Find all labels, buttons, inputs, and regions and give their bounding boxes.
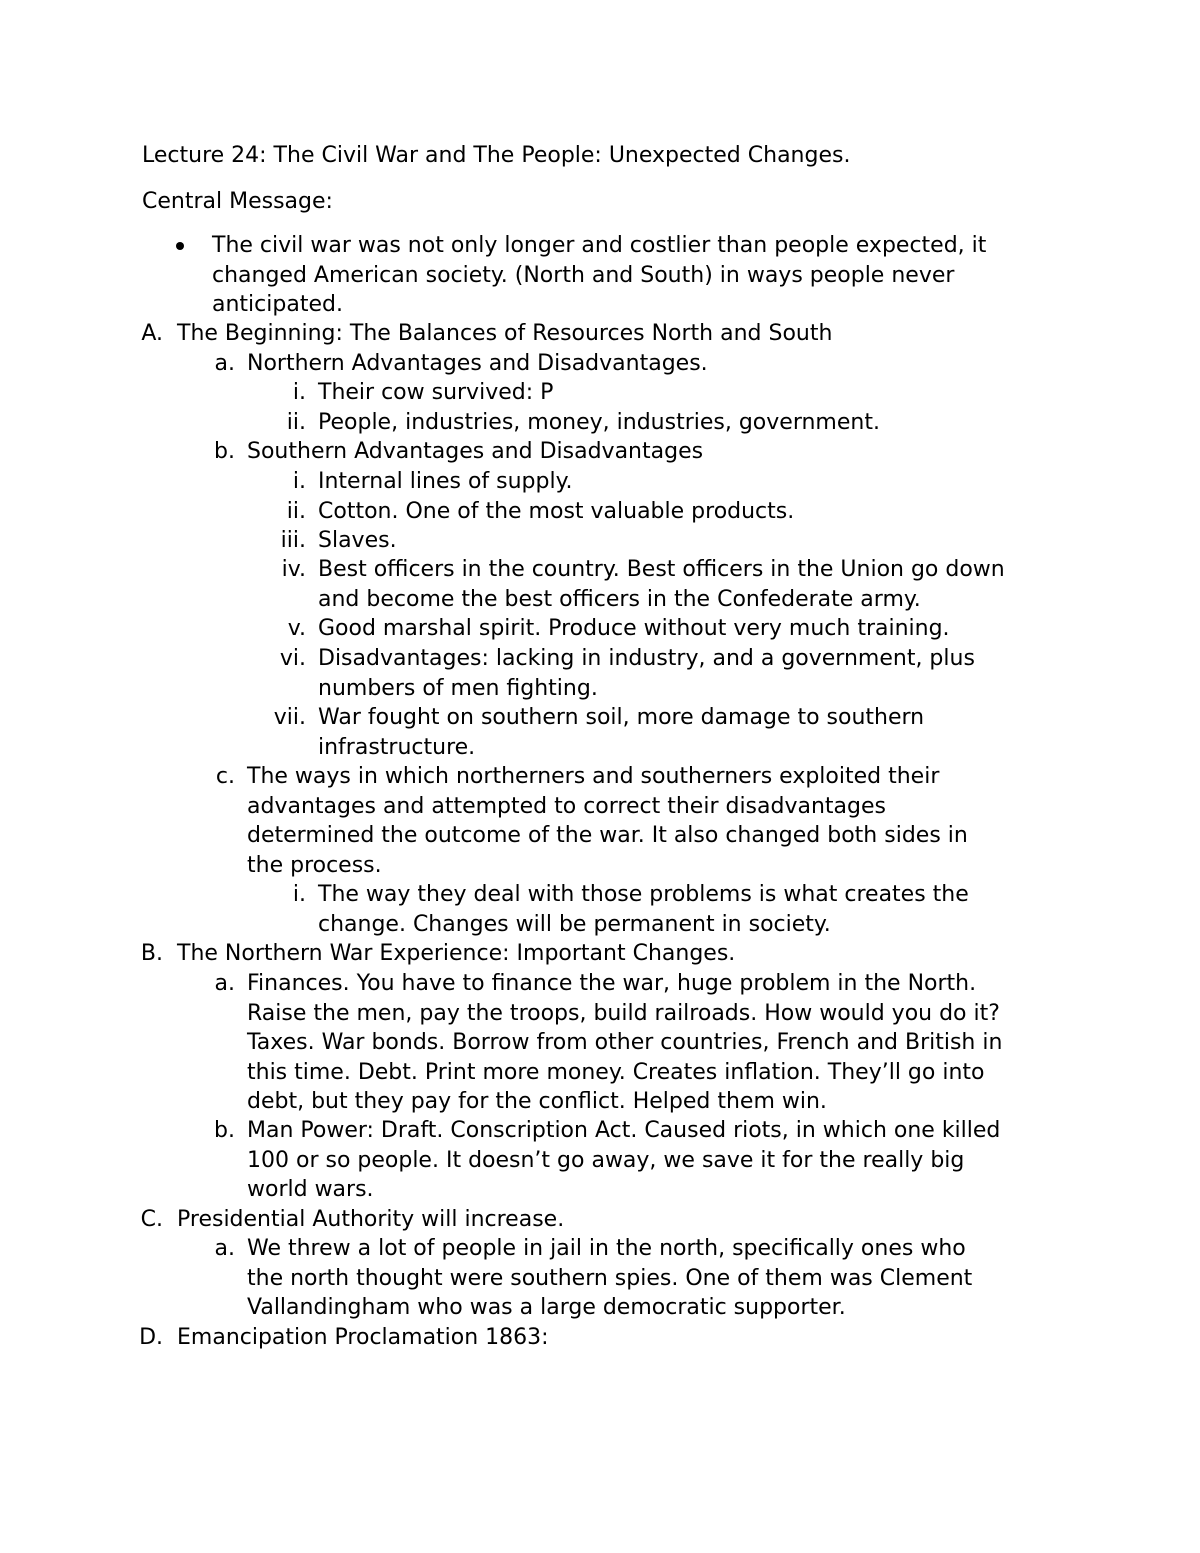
outline-marker: b. <box>214 1118 235 1143</box>
outline-marker: a. <box>214 351 235 376</box>
outline-text: Presidential Authority will increase. <box>177 1207 565 1232</box>
outline-text: Northern Advantages and Disadvantages. <box>247 351 708 376</box>
outline-item-a-b-i <box>292 467 573 497</box>
outline-item-b-b <box>214 1116 1001 1205</box>
outline-marker: C. <box>140 1207 163 1232</box>
outline-marker: b. <box>214 439 235 464</box>
outline-marker: ii. <box>286 410 306 435</box>
outline-text: Finances. You have to finance the war, huge problem in the North. Raise the men, pay the troops, build railroads. How would you do it? Taxes. War bonds. Borrow from other countries, French and British in this time. Debt. Print more money. Creates inflation. They’ll go into debt, but they pay for the conflict. Helped them win. <box>247 971 1003 1115</box>
outline-text: Disadvantages: lacking in industry, and a government, plus numbers of men fighting. <box>318 646 975 701</box>
outline-item-a-b-v <box>287 614 950 644</box>
outline-text: Best officers in the country. Best officers in the Union go down and become the best officers in the Confederate army. <box>318 557 1005 612</box>
outline-marker: iv. <box>281 557 306 582</box>
outline-marker: vi. <box>279 646 306 671</box>
outline-marker: i. <box>292 469 306 494</box>
outline-marker: i. <box>292 882 306 907</box>
outline-item-a-c-i <box>292 880 969 939</box>
page-title: Lecture 24: The Civil War and The People: Unexpected Changes. <box>142 143 851 168</box>
outline-marker: a. <box>214 1236 235 1261</box>
outline-marker: a. <box>214 971 235 996</box>
outline-text: We threw a lot of people in jail in the north, specifically ones who the north thought were southern spies. One of them was Clement Vallandingham who was a large democratic supporter. <box>247 1236 973 1321</box>
outline-text: War fought on southern soil, more damage to southern infrastructure. <box>318 705 925 760</box>
outline-marker: A. <box>141 321 163 346</box>
outline-text: Emancipation Proclamation 1863: <box>177 1325 549 1350</box>
central-message-bullet <box>212 231 986 320</box>
outline-item-a-b-vii <box>273 703 925 762</box>
outline-marker: vii. <box>273 705 306 730</box>
outline-text: The Beginning: The Balances of Resources North and South <box>177 321 833 346</box>
outline-item-a-a-i <box>292 378 554 408</box>
outline-item-b-a <box>214 969 1003 1117</box>
outline-text: Man Power: Draft. Conscription Act. Caused riots, in which one killed 100 or so people. It doesn’t go away, we save it for the really big world wars. <box>247 1118 1001 1203</box>
outline-text: The Northern War Experience: Important Changes. <box>177 941 736 966</box>
outline-item-a-c <box>215 762 968 880</box>
outline-text: People, industries, money, industries, government. <box>318 410 880 435</box>
outline-text: Good marshal spirit. Produce without very much training. <box>318 616 950 641</box>
outline-marker: ii. <box>286 499 306 524</box>
outline-item-a <box>141 319 833 349</box>
outline-marker: c. <box>215 764 235 789</box>
outline-item-a-b-vi <box>279 644 975 703</box>
outline-marker: B. <box>140 941 163 966</box>
central-message-label: Central Message: <box>142 189 333 214</box>
outline-item-d <box>139 1323 549 1353</box>
outline-marker: v. <box>287 616 306 641</box>
outline-marker: i. <box>292 380 306 405</box>
central-message-text: The civil war was not only longer and costlier than people expected, it changed American society. (North and South) in ways people never anticipated. <box>212 233 987 318</box>
outline-item-a-b-iii <box>280 526 397 556</box>
outline-item-a-b <box>214 437 704 467</box>
outline-item-c <box>140 1205 565 1235</box>
bullet-icon <box>176 242 184 250</box>
outline-text: Slaves. <box>318 528 397 553</box>
outline-text: Southern Advantages and Disadvantages <box>247 439 704 464</box>
outline-marker: D. <box>139 1325 163 1350</box>
outline-item-a-b-iv <box>281 555 1005 614</box>
outline-item-a-b-ii <box>286 497 795 527</box>
outline-text: Cotton. One of the most valuable products. <box>318 499 795 524</box>
outline-item-b <box>140 939 736 969</box>
outline-text: The way they deal with those problems is what creates the change. Changes will be permanent in society. <box>318 882 969 937</box>
outline-item-c-a <box>214 1234 973 1323</box>
outline-text: The ways in which northerners and southerners exploited their advantages and attempted to correct their disadvantages determined the outcome of the war. It also changed both sides in the process. <box>247 764 968 878</box>
outline-text: Internal lines of supply. <box>318 469 573 494</box>
outline-item-a-a <box>214 349 708 379</box>
outline-item-a-a-ii <box>286 408 880 438</box>
outline-marker: iii. <box>280 528 306 553</box>
outline-text: Their cow survived: P <box>318 380 554 405</box>
